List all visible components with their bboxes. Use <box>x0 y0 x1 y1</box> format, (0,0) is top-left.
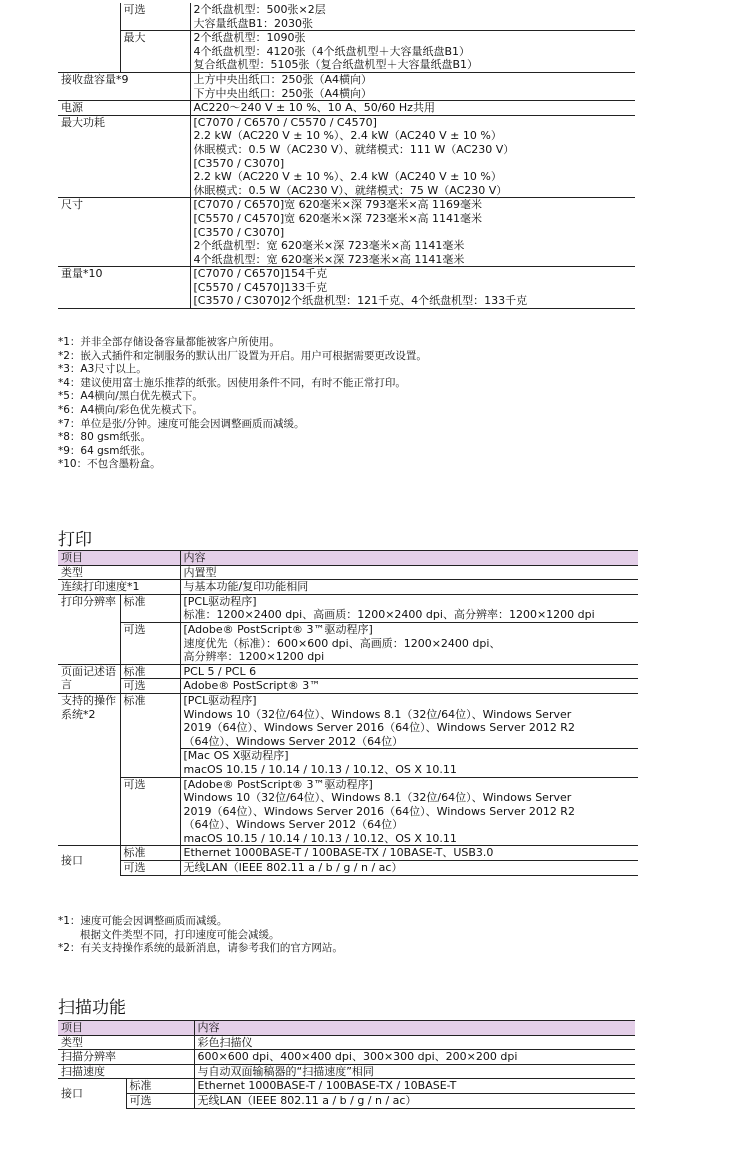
value-line: [C3570 / C3070] <box>193 225 285 239</box>
value-line: 速度优先（标准）：600×600 dpi、高画质：1200×2400 dpi、 <box>183 636 501 650</box>
row-category <box>58 31 120 73</box>
print-spec-table <box>58 550 638 876</box>
value-line: （64位）、Windows Server 2012（64位） <box>183 818 404 832</box>
print-section-title: 打印 <box>58 530 92 550</box>
header-item: 项目 <box>58 551 180 566</box>
spec-row <box>58 861 638 876</box>
scan-spec-table <box>58 1020 635 1109</box>
row-category: 最大功耗 <box>58 115 190 198</box>
footnote: *1：速度可能会因调整画质而减缓。 <box>58 915 228 927</box>
header-content: 内容 <box>180 551 638 566</box>
value-line: 2个纸盘机型：1090张 <box>193 31 306 45</box>
spec-row <box>58 777 638 846</box>
spec-row <box>58 622 638 664</box>
value-line: 彩色扫描仪 <box>197 1035 253 1049</box>
spec-row <box>58 198 635 267</box>
row-category: 打印分辨率 <box>58 594 120 664</box>
footnote: *1：并非全部存储设备容量都能被客户所使用。 <box>58 336 280 348</box>
value-line: [PCL驱动程序] <box>183 594 257 608</box>
row-value <box>190 101 635 116</box>
spec-row <box>58 31 635 73</box>
value-line: 4个纸盘机型：4120张（4个纸盘机型＋大容量纸盘B1） <box>193 44 471 58</box>
row-category: 支持的操作系统*2 <box>58 693 120 846</box>
value-line: 600×600 dpi、400×400 dpi、300×300 dpi、200×200 dpi <box>197 1050 518 1064</box>
row-category: 接口 <box>58 846 120 875</box>
value-line: AC220～240 V ± 10 %、10 A、50/60 Hz共用 <box>193 101 435 115</box>
value-line: macOS 10.15 / 10.14 / 10.13 / 10.12、OS X 10.11 <box>183 831 457 845</box>
row-category <box>58 3 120 31</box>
spec-row <box>58 267 635 309</box>
spec-row <box>58 693 638 748</box>
row-category: 页面记述语言 <box>58 664 120 693</box>
value-line: [C3570 / C3070]2个纸盘机型：121千克、4个纸盘机型：133千克 <box>193 294 528 308</box>
scan-section-title: 扫描功能 <box>58 998 126 1018</box>
row-subcategory: 标准 <box>126 1079 194 1094</box>
row-subcategory: 标准 <box>120 594 180 622</box>
row-value <box>190 267 635 309</box>
value-line: 无线LAN（IEEE 802.11 a / b / g / n / ac） <box>197 1093 417 1107</box>
spec-row <box>58 565 638 580</box>
row-category: 接收盘容量*9 <box>58 72 190 100</box>
footnote: *8：80 gsm纸张。 <box>58 431 151 444</box>
row-subcategory: 可选 <box>120 3 190 31</box>
value-line: 4个纸盘机型：宽 620毫米×深 723毫米×高 1141毫米 <box>193 252 465 266</box>
value-line: [C7070 / C6570]154千克 <box>193 267 328 281</box>
value-line: PCL 5 / PCL 6 <box>183 664 257 678</box>
row-category: 类型 <box>58 1035 194 1050</box>
spec-row <box>58 1093 635 1108</box>
row-category: 电源 <box>58 101 190 116</box>
spec-row <box>58 1079 635 1094</box>
footnote: *2：嵌入式插件和定制服务的默认出厂设置为开启。用户可根据需要更改设置。 <box>58 349 427 362</box>
value-line: 休眠模式：0.5 W（AC230 V）、就绪模式：75 W（AC230 V） <box>193 183 508 197</box>
row-subcategory: 最大 <box>120 31 190 73</box>
row-value <box>180 664 638 679</box>
value-line: Windows 10（32位/64位）、Windows 8.1（32位/64位）、Windows Server <box>183 707 572 721</box>
footnote: *2：有关支持操作系统的最新消息，请参考我们的官方网站。 <box>58 942 343 955</box>
row-value <box>180 565 638 580</box>
value-line: [C3570 / C3070] <box>193 156 285 170</box>
row-category: 尺寸 <box>58 198 190 267</box>
main-footnotes <box>58 336 427 472</box>
value-line: 2个纸盘机型：500张×2层 <box>193 3 326 16</box>
value-line: [Adobe® PostScript® 3™驱动程序] <box>183 622 373 636</box>
row-category: 连续打印速度*1 <box>58 580 180 595</box>
value-line: （64位）、Windows Server 2012（64位） <box>183 734 404 748</box>
value-line: 2019（64位）、Windows Server 2016（64位）、Windows Server 2012 R2 <box>183 804 575 818</box>
spec-row <box>58 1050 635 1065</box>
row-value <box>180 594 638 622</box>
row-value <box>180 846 638 861</box>
value-line: 与基本功能/复印功能相同 <box>183 580 309 594</box>
row-value <box>180 693 638 748</box>
footnote: *3：A3尺寸以上。 <box>58 363 147 376</box>
value-line: Ethernet 1000BASE-T / 100BASE-TX / 10BASE-T <box>197 1079 457 1093</box>
main-spec-table <box>58 3 635 309</box>
spec-row <box>58 664 638 679</box>
row-value <box>194 1035 635 1050</box>
value-line: 休眠模式：0.5 W（AC230 V）、就绪模式：111 W（AC230 V） <box>193 142 515 156</box>
spec-row <box>58 679 638 694</box>
row-subcategory: 标准 <box>120 693 180 777</box>
value-line: [Adobe® PostScript® 3™驱动程序] <box>183 777 373 791</box>
footnote: *10：不包含墨粉盒。 <box>58 458 161 471</box>
value-line: 复合纸盘机型：5105张（复合纸盘机型＋大容量纸盘B1） <box>193 58 479 72</box>
value-line: macOS 10.15 / 10.14 / 10.13 / 10.12、OS X 10.11 <box>183 762 457 776</box>
spec-row <box>58 846 638 861</box>
print-footnotes <box>58 915 343 956</box>
spec-row <box>58 101 635 116</box>
value-line: [Mac OS X驱动程序] <box>183 749 289 763</box>
row-subcategory: 可选 <box>126 1093 194 1108</box>
value-line: 大容量纸盘B1：2030张 <box>193 16 314 30</box>
spec-row <box>58 72 635 100</box>
footnote: *7：单位是张/分钟。速度可能会因调整画质而减缓。 <box>58 417 305 430</box>
row-category: 扫描速度 <box>58 1064 194 1079</box>
row-value <box>180 777 638 846</box>
value-line: Ethernet 1000BASE-T / 100BASE-TX / 10BASE-T、USB3.0 <box>183 846 494 860</box>
table-header-row <box>58 1021 635 1036</box>
row-value <box>180 861 638 876</box>
value-line: 2个纸盘机型：宽 620毫米×深 723毫米×高 1141毫米 <box>193 239 465 253</box>
value-line: 内置型 <box>183 565 217 579</box>
row-subcategory: 标准 <box>120 664 180 679</box>
value-line: Windows 10（32位/64位）、Windows 8.1（32位/64位）、Windows Server <box>183 791 572 805</box>
value-line: 高分辨率：1200×1200 dpi <box>183 650 325 664</box>
row-value <box>180 749 638 777</box>
row-value <box>180 580 638 595</box>
footnote: *4：建议使用富士施乐推荐的纸张。因使用条件不同，有时不能正常打印。 <box>58 376 406 389</box>
value-line: 2.2 kW（AC220 V ± 10 %）、2.4 kW（AC240 V ± 10 %） <box>193 170 502 184</box>
footnote: *6：A4横向/彩色优先模式下。 <box>58 403 203 416</box>
value-line: 2019（64位）、Windows Server 2016（64位）、Windows Server 2012 R2 <box>183 721 575 735</box>
row-value <box>190 72 635 100</box>
row-subcategory: 可选 <box>120 861 180 876</box>
row-category: 接口 <box>58 1079 126 1108</box>
row-value <box>190 198 635 267</box>
value-line: 2.2 kW（AC220 V ± 10 %）、2.4 kW（AC240 V ± 10 %） <box>193 129 502 143</box>
row-value <box>194 1064 635 1079</box>
value-line: [C5570 / C4570]宽 620毫米×深 723毫米×高 1141毫米 <box>193 211 483 225</box>
value-line: 与自动双面输稿器的“扫描速度”相同 <box>197 1064 374 1078</box>
footnote: *5：A4横向/黑白优先模式下。 <box>58 390 203 403</box>
row-subcategory: 可选 <box>120 777 180 846</box>
spec-row <box>58 1064 635 1079</box>
row-value <box>194 1079 635 1094</box>
row-value <box>190 3 635 31</box>
table-header-row <box>58 551 638 566</box>
row-value <box>194 1093 635 1108</box>
header-content: 内容 <box>194 1021 635 1036</box>
spec-row <box>58 1035 635 1050</box>
row-category: 类型 <box>58 565 180 580</box>
row-value <box>190 115 635 198</box>
value-line: Adobe® PostScript® 3™ <box>183 679 321 693</box>
spec-row <box>58 594 638 622</box>
spec-row <box>58 115 635 198</box>
row-value <box>194 1050 635 1065</box>
header-item: 项目 <box>58 1021 194 1036</box>
spec-row <box>58 580 638 595</box>
row-value <box>190 31 635 73</box>
value-line: 无线LAN（IEEE 802.11 a / b / g / n / ac） <box>183 861 403 875</box>
row-category: 扫描分辨率 <box>58 1050 194 1065</box>
row-subcategory: 标准 <box>120 846 180 861</box>
row-category: 重量*10 <box>58 267 190 309</box>
row-subcategory: 可选 <box>120 622 180 664</box>
row-value <box>180 622 638 664</box>
value-line: 上方中央出纸口：250张（A4横向） <box>193 72 373 86</box>
spec-row <box>58 3 635 31</box>
value-line: [C7070 / C6570]宽 620毫米×深 793毫米×高 1169毫米 <box>193 198 483 212</box>
value-line: [C7070 / C6570 / C5570 / C4570] <box>193 115 377 129</box>
value-line: [C5570 / C4570]133千克 <box>193 280 328 294</box>
value-line: 标准：1200×2400 dpi、高画质：1200×2400 dpi、高分辨率：1200×1200 dpi <box>183 608 595 622</box>
row-value <box>180 679 638 694</box>
footnote: *9：64 gsm纸张。 <box>58 444 151 457</box>
value-line: 下方中央出纸口：250张（A4横向） <box>193 86 373 100</box>
footnote: 根据文件类型不同，打印速度可能会减缓。 <box>80 928 280 941</box>
row-subcategory: 可选 <box>120 679 180 694</box>
value-line: [PCL驱动程序] <box>183 693 257 707</box>
